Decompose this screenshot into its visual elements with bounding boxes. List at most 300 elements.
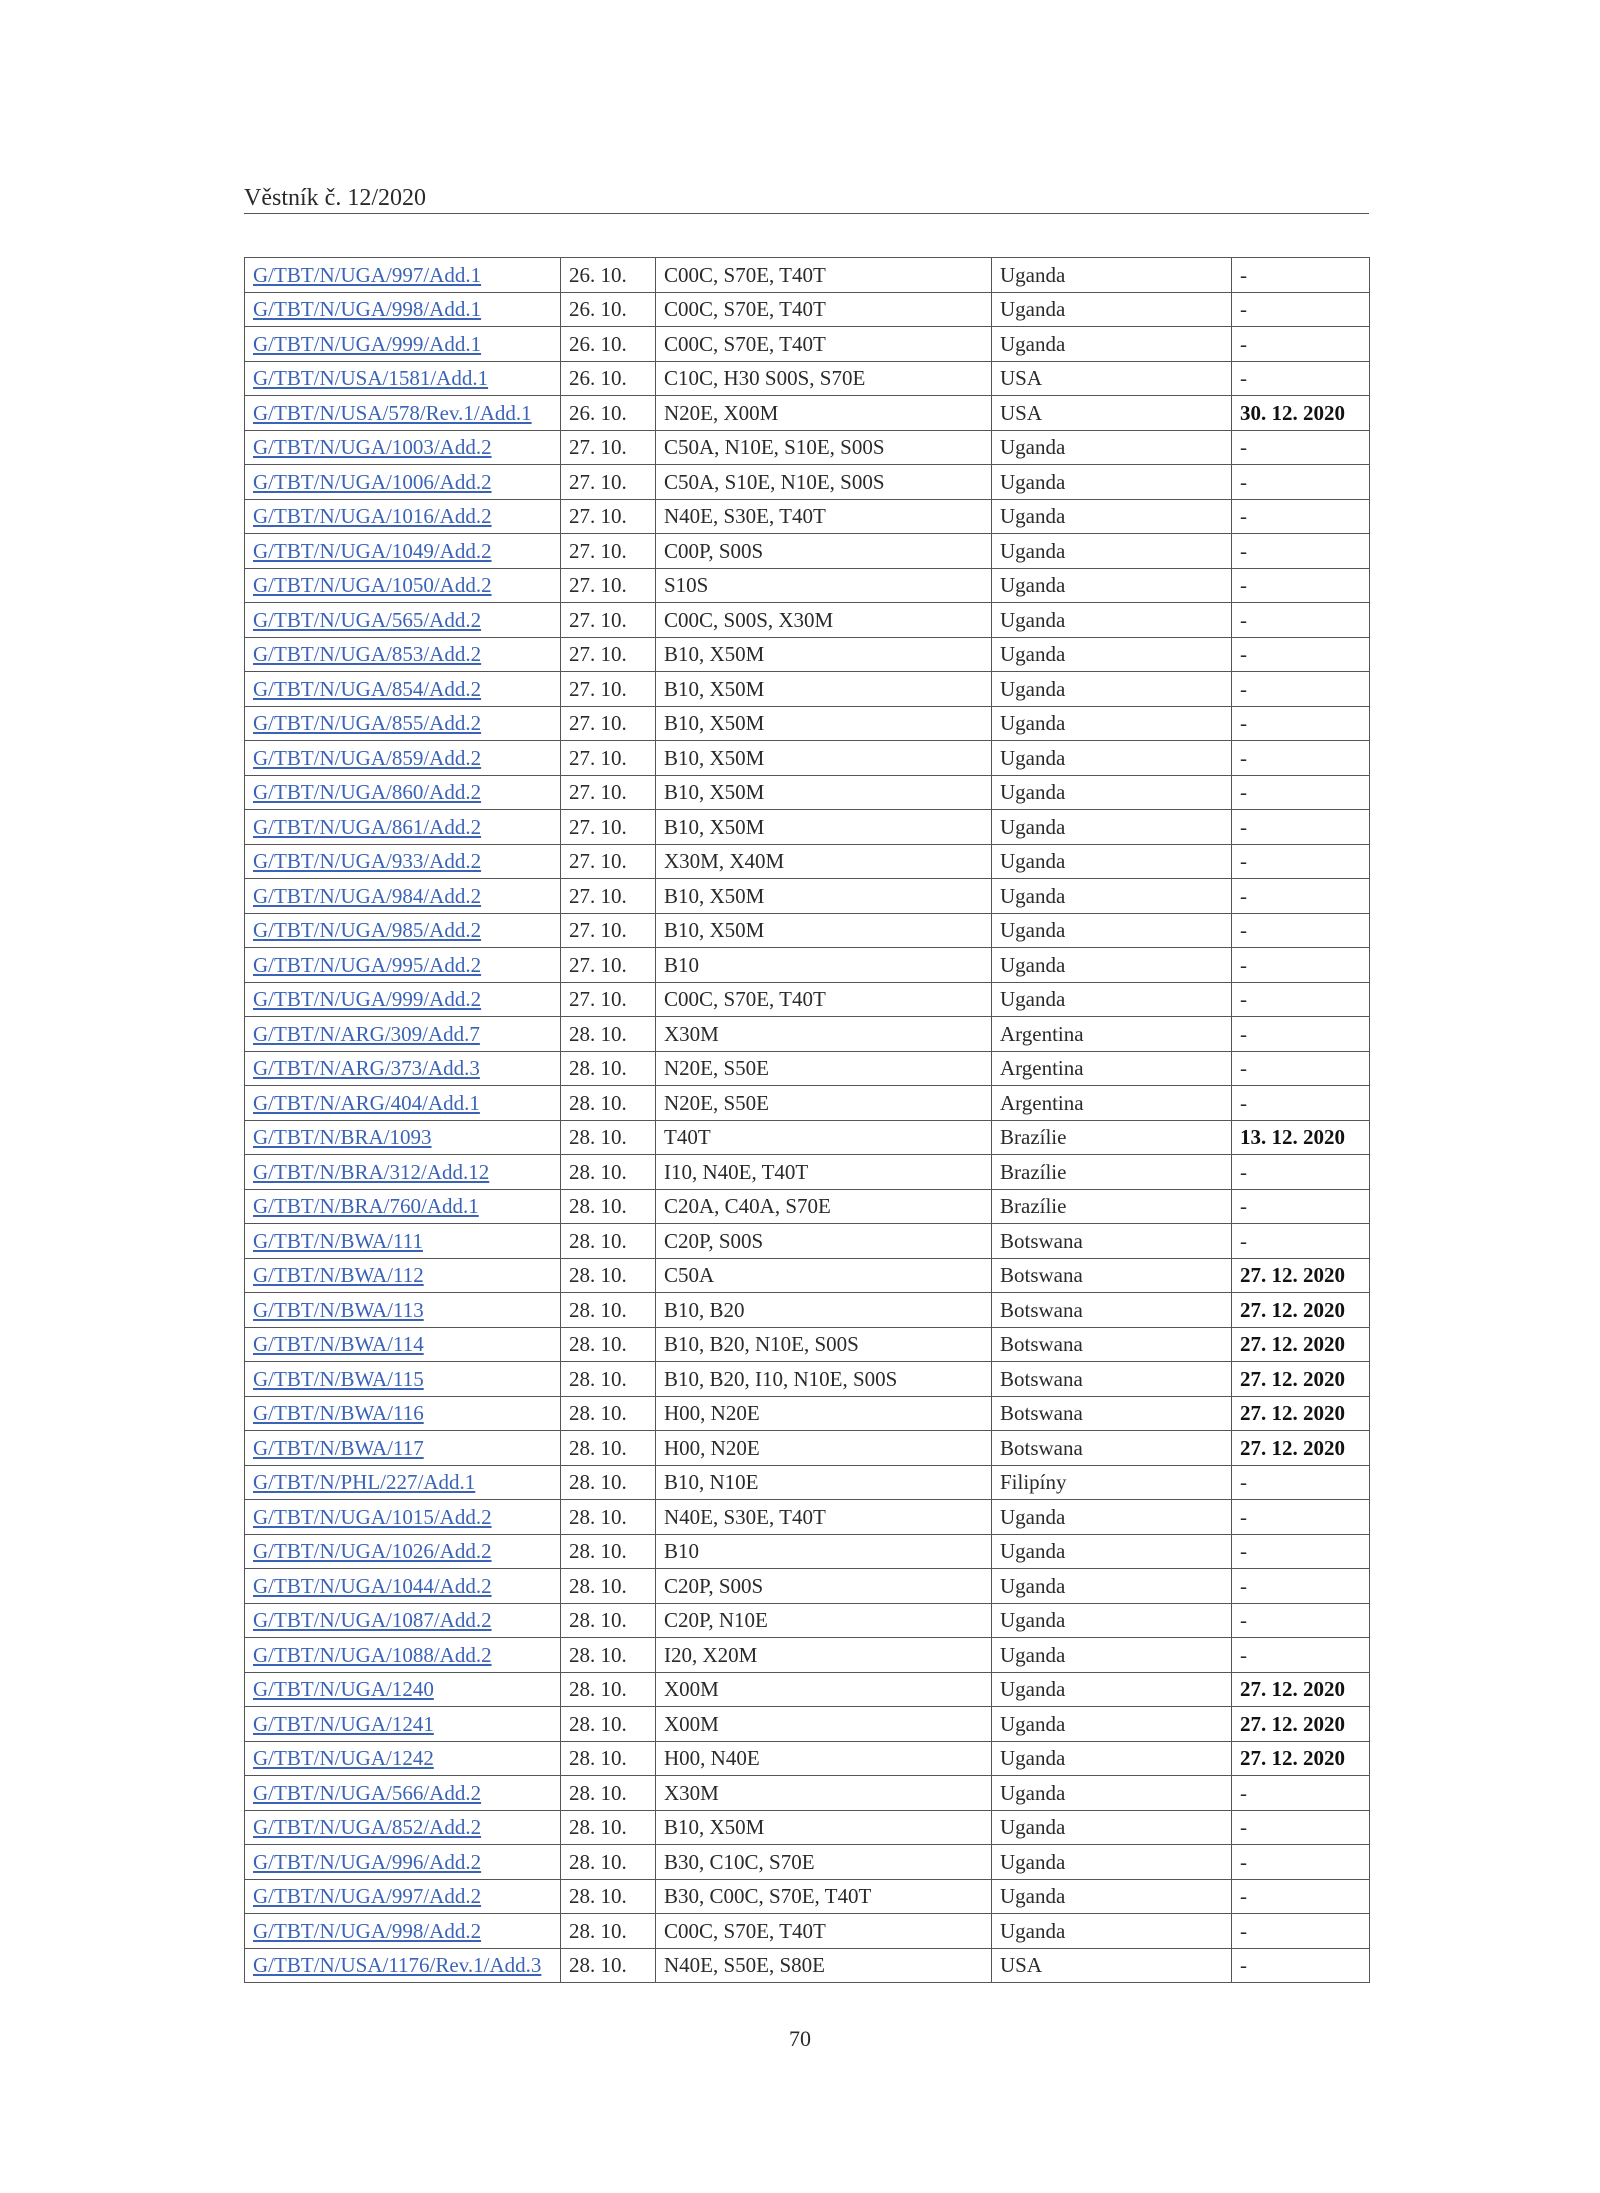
notification-code-cell xyxy=(245,1603,561,1638)
ics-codes-cell: B30, C00C, S70E, T40T xyxy=(656,1879,992,1914)
date-cell: 28. 10. xyxy=(561,1189,656,1224)
notification-code-cell xyxy=(245,672,561,707)
country-cell: Uganda xyxy=(992,982,1232,1017)
deadline-cell: 13. 12. 2020 xyxy=(1232,1120,1370,1155)
table-row xyxy=(245,327,1370,362)
date-cell: 27. 10. xyxy=(561,775,656,810)
date-cell: 27. 10. xyxy=(561,844,656,879)
country-cell: Botswana xyxy=(992,1327,1232,1362)
notification-code-cell xyxy=(245,706,561,741)
notification-link[interactable]: G/TBT/N/UGA/565/Add.2 xyxy=(253,607,482,632)
notification-code-cell xyxy=(245,775,561,810)
deadline-cell: 30. 12. 2020 xyxy=(1232,396,1370,431)
deadline-cell: - xyxy=(1232,465,1370,500)
header-title: Věstník č. 12/2020 xyxy=(244,185,426,211)
notification-link[interactable]: G/TBT/N/UGA/1241 xyxy=(253,1711,434,1736)
deadline-cell: 27. 12. 2020 xyxy=(1232,1293,1370,1328)
table-row xyxy=(245,1017,1370,1052)
notification-link[interactable]: G/TBT/N/BWA/113 xyxy=(253,1297,424,1322)
table-row xyxy=(245,1879,1370,1914)
notification-link[interactable]: G/TBT/N/UGA/1006/Add.2 xyxy=(253,469,492,494)
table-row xyxy=(245,844,1370,879)
country-cell: Uganda xyxy=(992,1879,1232,1914)
notification-link[interactable]: G/TBT/N/UGA/998/Add.2 xyxy=(253,1918,482,1943)
deadline-cell: - xyxy=(1232,1845,1370,1880)
notification-code-cell xyxy=(245,1948,561,1983)
notification-code-cell xyxy=(245,1258,561,1293)
deadline-cell: - xyxy=(1232,741,1370,776)
notification-link[interactable]: G/TBT/N/UGA/1050/Add.2 xyxy=(253,573,492,598)
notification-link[interactable]: G/TBT/N/UGA/1240 xyxy=(253,1677,434,1702)
country-cell: Uganda xyxy=(992,1534,1232,1569)
table-row xyxy=(245,1465,1370,1500)
notification-code-cell xyxy=(245,1086,561,1121)
notification-code-cell xyxy=(245,499,561,534)
deadline-cell: - xyxy=(1232,672,1370,707)
notification-link[interactable]: G/TBT/N/UGA/1049/Add.2 xyxy=(253,538,492,563)
ics-codes-cell: C50A, S10E, N10E, S00S xyxy=(656,465,992,500)
date-cell: 28. 10. xyxy=(561,1845,656,1880)
notification-code-cell xyxy=(245,879,561,914)
notification-code-cell xyxy=(245,258,561,293)
date-cell: 28. 10. xyxy=(561,1362,656,1397)
date-cell: 28. 10. xyxy=(561,1638,656,1673)
table-row xyxy=(245,1189,1370,1224)
country-cell: Uganda xyxy=(992,637,1232,672)
notification-link[interactable]: G/TBT/N/UGA/1088/Add.2 xyxy=(253,1642,492,1667)
table-row xyxy=(245,1500,1370,1535)
deadline-cell: - xyxy=(1232,1086,1370,1121)
deadline-cell: - xyxy=(1232,1189,1370,1224)
table-row xyxy=(245,568,1370,603)
notification-link[interactable]: G/TBT/N/BWA/114 xyxy=(253,1332,424,1357)
deadline-cell: - xyxy=(1232,1534,1370,1569)
notification-link[interactable]: G/TBT/N/UGA/1003/Add.2 xyxy=(253,435,492,460)
ics-codes-cell: C50A, N10E, S10E, S00S xyxy=(656,430,992,465)
ics-codes-cell: T40T xyxy=(656,1120,992,1155)
notification-code-cell xyxy=(245,1224,561,1259)
ics-codes-cell: X30M xyxy=(656,1776,992,1811)
date-cell: 27. 10. xyxy=(561,810,656,845)
notification-link[interactable]: G/TBT/N/UGA/933/Add.2 xyxy=(253,849,482,874)
notification-code-cell xyxy=(245,1810,561,1845)
date-cell: 27. 10. xyxy=(561,603,656,638)
deadline-cell: - xyxy=(1232,534,1370,569)
notification-code-cell xyxy=(245,1672,561,1707)
ics-codes-cell: B10 xyxy=(656,948,992,983)
deadline-cell: - xyxy=(1232,775,1370,810)
date-cell: 27. 10. xyxy=(561,879,656,914)
notification-code-cell xyxy=(245,844,561,879)
country-cell: Botswana xyxy=(992,1258,1232,1293)
date-cell: 28. 10. xyxy=(561,1672,656,1707)
deadline-cell: - xyxy=(1232,844,1370,879)
notification-code-cell xyxy=(245,741,561,776)
date-cell: 27. 10. xyxy=(561,913,656,948)
notification-code-cell xyxy=(245,1293,561,1328)
table-row xyxy=(245,810,1370,845)
deadline-cell: - xyxy=(1232,1051,1370,1086)
notifications-table-body xyxy=(245,258,1370,1983)
table-row xyxy=(245,1327,1370,1362)
deadline-cell: - xyxy=(1232,948,1370,983)
notification-code-cell xyxy=(245,1638,561,1673)
notification-code-cell xyxy=(245,1500,561,1535)
ics-codes-cell: H00, N20E xyxy=(656,1396,992,1431)
notification-link[interactable]: G/TBT/N/BRA/312/Add.12 xyxy=(253,1159,490,1184)
ics-codes-cell: B10, B20 xyxy=(656,1293,992,1328)
table-row xyxy=(245,1741,1370,1776)
date-cell: 26. 10. xyxy=(561,292,656,327)
country-cell: Uganda xyxy=(992,258,1232,293)
ics-codes-cell: C00C, S70E, T40T xyxy=(656,982,992,1017)
date-cell: 28. 10. xyxy=(561,1707,656,1742)
deadline-cell: - xyxy=(1232,361,1370,396)
date-cell: 28. 10. xyxy=(561,1569,656,1604)
table-row xyxy=(245,1224,1370,1259)
notification-link[interactable]: G/TBT/N/BWA/112 xyxy=(253,1263,424,1288)
ics-codes-cell: C00C, S70E, T40T xyxy=(656,1914,992,1949)
table-row xyxy=(245,1776,1370,1811)
date-cell: 26. 10. xyxy=(561,361,656,396)
country-cell: Uganda xyxy=(992,1741,1232,1776)
ics-codes-cell: H00, N20E xyxy=(656,1431,992,1466)
table-row xyxy=(245,534,1370,569)
country-cell: Uganda xyxy=(992,948,1232,983)
deadline-cell: - xyxy=(1232,1465,1370,1500)
notification-code-cell xyxy=(245,1017,561,1052)
table-row xyxy=(245,1810,1370,1845)
country-cell: Uganda xyxy=(992,1776,1232,1811)
country-cell: Botswana xyxy=(992,1293,1232,1328)
notification-link[interactable]: G/TBT/N/ARG/309/Add.7 xyxy=(253,1021,480,1046)
date-cell: 28. 10. xyxy=(561,1017,656,1052)
country-cell: Brazílie xyxy=(992,1120,1232,1155)
table-row xyxy=(245,361,1370,396)
table-row xyxy=(245,1948,1370,1983)
table-row xyxy=(245,1258,1370,1293)
date-cell: 28. 10. xyxy=(561,1914,656,1949)
ics-codes-cell: B10, X50M xyxy=(656,879,992,914)
ics-codes-cell: B10 xyxy=(656,1534,992,1569)
notification-link[interactable]: G/TBT/N/UGA/1026/Add.2 xyxy=(253,1539,492,1564)
date-cell: 27. 10. xyxy=(561,430,656,465)
notification-link[interactable]: G/TBT/N/PHL/227/Add.1 xyxy=(253,1470,476,1495)
ics-codes-cell: X00M xyxy=(656,1707,992,1742)
date-cell: 28. 10. xyxy=(561,1879,656,1914)
table-row xyxy=(245,1431,1370,1466)
date-cell: 28. 10. xyxy=(561,1396,656,1431)
ics-codes-cell: N20E, S50E xyxy=(656,1051,992,1086)
ics-codes-cell: N40E, S30E, T40T xyxy=(656,499,992,534)
country-cell: Uganda xyxy=(992,1569,1232,1604)
ics-codes-cell: I20, X20M xyxy=(656,1638,992,1673)
deadline-cell: - xyxy=(1232,603,1370,638)
country-cell: Uganda xyxy=(992,327,1232,362)
date-cell: 28. 10. xyxy=(561,1741,656,1776)
ics-codes-cell: S10S xyxy=(656,568,992,603)
date-cell: 28. 10. xyxy=(561,1224,656,1259)
notification-link[interactable]: G/TBT/N/BRA/1093 xyxy=(253,1125,432,1150)
date-cell: 26. 10. xyxy=(561,258,656,293)
notification-link[interactable]: G/TBT/N/UGA/1087/Add.2 xyxy=(253,1608,492,1633)
table-row xyxy=(245,465,1370,500)
date-cell: 28. 10. xyxy=(561,1258,656,1293)
table-row xyxy=(245,1914,1370,1949)
table-row xyxy=(245,430,1370,465)
table-row xyxy=(245,672,1370,707)
deadline-cell: - xyxy=(1232,1776,1370,1811)
table-row xyxy=(245,637,1370,672)
country-cell: Uganda xyxy=(992,292,1232,327)
notification-link[interactable]: G/TBT/N/UGA/566/Add.2 xyxy=(253,1780,482,1805)
notification-link[interactable]: G/TBT/N/UGA/995/Add.2 xyxy=(253,952,482,977)
country-cell: Uganda xyxy=(992,1500,1232,1535)
table-row xyxy=(245,1120,1370,1155)
notification-code-cell xyxy=(245,430,561,465)
ics-codes-cell: C20A, C40A, S70E xyxy=(656,1189,992,1224)
table-row xyxy=(245,1051,1370,1086)
notification-link[interactable]: G/TBT/N/USA/578/Rev.1/Add.1 xyxy=(253,400,532,425)
country-cell: Uganda xyxy=(992,1603,1232,1638)
country-cell: Uganda xyxy=(992,534,1232,569)
table-row xyxy=(245,1086,1370,1121)
country-cell: Uganda xyxy=(992,1672,1232,1707)
notification-code-cell xyxy=(245,1155,561,1190)
ics-codes-cell: N20E, S50E xyxy=(656,1086,992,1121)
table-row xyxy=(245,913,1370,948)
country-cell: Uganda xyxy=(992,1914,1232,1949)
notification-code-cell xyxy=(245,913,561,948)
notification-link[interactable]: G/TBT/N/BWA/115 xyxy=(253,1366,424,1391)
country-cell: Uganda xyxy=(992,603,1232,638)
country-cell: USA xyxy=(992,1948,1232,1983)
notification-code-cell xyxy=(245,1845,561,1880)
notification-link[interactable]: G/TBT/N/UGA/996/Add.2 xyxy=(253,1849,482,1874)
notification-link[interactable]: G/TBT/N/UGA/998/Add.1 xyxy=(253,297,482,322)
country-cell: Botswana xyxy=(992,1396,1232,1431)
notification-link[interactable]: G/TBT/N/BRA/760/Add.1 xyxy=(253,1194,479,1219)
deadline-cell: - xyxy=(1232,1500,1370,1535)
notification-link[interactable]: G/TBT/N/UGA/999/Add.1 xyxy=(253,331,482,356)
table-row xyxy=(245,1603,1370,1638)
date-cell: 27. 10. xyxy=(561,982,656,1017)
deadline-cell: 27. 12. 2020 xyxy=(1232,1672,1370,1707)
ics-codes-cell: B10, N10E xyxy=(656,1465,992,1500)
ics-codes-cell: B10, X50M xyxy=(656,775,992,810)
notification-link[interactable]: G/TBT/N/UGA/860/Add.2 xyxy=(253,780,482,805)
table-row xyxy=(245,1534,1370,1569)
country-cell: USA xyxy=(992,361,1232,396)
ics-codes-cell: C00C, S70E, T40T xyxy=(656,327,992,362)
table-row xyxy=(245,741,1370,776)
ics-codes-cell: C20P, S00S xyxy=(656,1224,992,1259)
notification-link[interactable]: G/TBT/N/UGA/853/Add.2 xyxy=(253,642,482,667)
notification-link[interactable]: G/TBT/N/UGA/985/Add.2 xyxy=(253,918,482,943)
page-number: 70 xyxy=(789,2026,811,2051)
notification-link[interactable]: G/TBT/N/UGA/997/Add.2 xyxy=(253,1884,482,1909)
notification-code-cell xyxy=(245,1776,561,1811)
date-cell: 28. 10. xyxy=(561,1293,656,1328)
deadline-cell: - xyxy=(1232,1155,1370,1190)
ics-codes-cell: X00M xyxy=(656,1672,992,1707)
country-cell: Filipíny xyxy=(992,1465,1232,1500)
notification-link[interactable]: G/TBT/N/UGA/859/Add.2 xyxy=(253,745,482,770)
deadline-cell: 27. 12. 2020 xyxy=(1232,1707,1370,1742)
notification-code-cell xyxy=(245,1327,561,1362)
country-cell: Uganda xyxy=(992,1638,1232,1673)
notification-code-cell xyxy=(245,637,561,672)
notification-code-cell xyxy=(245,292,561,327)
date-cell: 27. 10. xyxy=(561,741,656,776)
deadline-cell: - xyxy=(1232,913,1370,948)
deadline-cell: - xyxy=(1232,499,1370,534)
country-cell: Uganda xyxy=(992,741,1232,776)
table-row xyxy=(245,1672,1370,1707)
notification-code-cell xyxy=(245,982,561,1017)
deadline-cell: - xyxy=(1232,327,1370,362)
country-cell: Uganda xyxy=(992,499,1232,534)
country-cell: Uganda xyxy=(992,1707,1232,1742)
ics-codes-cell: N20E, X00M xyxy=(656,396,992,431)
notification-code-cell xyxy=(245,1120,561,1155)
ics-codes-cell: N40E, S50E, S80E xyxy=(656,1948,992,1983)
ics-codes-cell: C20P, S00S xyxy=(656,1569,992,1604)
ics-codes-cell: X30M xyxy=(656,1017,992,1052)
notification-code-cell xyxy=(245,1362,561,1397)
table-row xyxy=(245,258,1370,293)
deadline-cell: - xyxy=(1232,1810,1370,1845)
notification-link[interactable]: G/TBT/N/BWA/111 xyxy=(253,1228,423,1253)
notification-link[interactable]: G/TBT/N/UGA/1044/Add.2 xyxy=(253,1573,492,1598)
notification-link[interactable]: G/TBT/N/UGA/861/Add.2 xyxy=(253,814,482,839)
ics-codes-cell: N40E, S30E, T40T xyxy=(656,1500,992,1535)
notification-code-cell xyxy=(245,465,561,500)
deadline-cell: - xyxy=(1232,1914,1370,1949)
ics-codes-cell: C00C, S70E, T40T xyxy=(656,258,992,293)
table-row xyxy=(245,879,1370,914)
date-cell: 28. 10. xyxy=(561,1155,656,1190)
table-row xyxy=(245,1569,1370,1604)
deadline-cell: - xyxy=(1232,879,1370,914)
table-row xyxy=(245,982,1370,1017)
date-cell: 28. 10. xyxy=(561,1810,656,1845)
date-cell: 27. 10. xyxy=(561,465,656,500)
date-cell: 27. 10. xyxy=(561,568,656,603)
notification-link[interactable]: G/TBT/N/USA/1176/Rev.1/Add.3 xyxy=(253,1953,542,1978)
notification-link[interactable]: G/TBT/N/BWA/117 xyxy=(253,1435,424,1460)
notification-link[interactable]: G/TBT/N/UGA/854/Add.2 xyxy=(253,676,482,701)
deadline-cell: 27. 12. 2020 xyxy=(1232,1741,1370,1776)
date-cell: 27. 10. xyxy=(561,672,656,707)
notification-code-cell xyxy=(245,396,561,431)
ics-codes-cell: B10, X50M xyxy=(656,706,992,741)
deadline-cell: - xyxy=(1232,568,1370,603)
ics-codes-cell: B10, B20, N10E, S00S xyxy=(656,1327,992,1362)
deadline-cell: 27. 12. 2020 xyxy=(1232,1362,1370,1397)
page-header xyxy=(244,185,1369,214)
notification-link[interactable]: G/TBT/N/ARG/404/Add.1 xyxy=(253,1090,480,1115)
notification-code-cell xyxy=(245,603,561,638)
notification-link[interactable]: G/TBT/N/USA/1581/Add.1 xyxy=(253,366,489,391)
table-row xyxy=(245,1362,1370,1397)
notification-link[interactable]: G/TBT/N/UGA/997/Add.1 xyxy=(253,262,482,287)
ics-codes-cell: B10, B20, I10, N10E, S00S xyxy=(656,1362,992,1397)
notification-link[interactable]: G/TBT/N/ARG/373/Add.3 xyxy=(253,1056,480,1081)
country-cell: Uganda xyxy=(992,706,1232,741)
table-row xyxy=(245,603,1370,638)
table-row xyxy=(245,1396,1370,1431)
date-cell: 27. 10. xyxy=(561,706,656,741)
country-cell: Brazílie xyxy=(992,1189,1232,1224)
country-cell: Uganda xyxy=(992,1845,1232,1880)
date-cell: 27. 10. xyxy=(561,499,656,534)
country-cell: Botswana xyxy=(992,1362,1232,1397)
country-cell: Uganda xyxy=(992,810,1232,845)
notification-link[interactable]: G/TBT/N/UGA/999/Add.2 xyxy=(253,987,482,1012)
notification-link[interactable]: G/TBT/N/UGA/1242 xyxy=(253,1746,434,1771)
notification-code-cell xyxy=(245,1707,561,1742)
notification-link[interactable]: G/TBT/N/UGA/1016/Add.2 xyxy=(253,504,492,529)
country-cell: Argentina xyxy=(992,1017,1232,1052)
notification-code-cell xyxy=(245,534,561,569)
country-cell: Botswana xyxy=(992,1431,1232,1466)
table-row xyxy=(245,706,1370,741)
ics-codes-cell: C00C, S00S, X30M xyxy=(656,603,992,638)
deadline-cell: - xyxy=(1232,1603,1370,1638)
country-cell: Brazílie xyxy=(992,1155,1232,1190)
deadline-cell: 27. 12. 2020 xyxy=(1232,1258,1370,1293)
notification-code-cell xyxy=(245,361,561,396)
country-cell: Argentina xyxy=(992,1051,1232,1086)
country-cell: Uganda xyxy=(992,430,1232,465)
notification-code-cell xyxy=(245,1914,561,1949)
date-cell: 28. 10. xyxy=(561,1465,656,1500)
notification-link[interactable]: G/TBT/N/BWA/116 xyxy=(253,1401,424,1426)
country-cell: Uganda xyxy=(992,672,1232,707)
ics-codes-cell: B10, X50M xyxy=(656,1810,992,1845)
date-cell: 28. 10. xyxy=(561,1051,656,1086)
ics-codes-cell: B10, X50M xyxy=(656,672,992,707)
table-row xyxy=(245,1707,1370,1742)
deadline-cell: - xyxy=(1232,258,1370,293)
deadline-cell: - xyxy=(1232,1879,1370,1914)
notification-code-cell xyxy=(245,1569,561,1604)
notification-link[interactable]: G/TBT/N/UGA/852/Add.2 xyxy=(253,1815,482,1840)
notification-link[interactable]: G/TBT/N/UGA/855/Add.2 xyxy=(253,711,482,736)
country-cell: Argentina xyxy=(992,1086,1232,1121)
ics-codes-cell: B10, X50M xyxy=(656,913,992,948)
ics-codes-cell: C10C, H30 S00S, S70E xyxy=(656,361,992,396)
deadline-cell: - xyxy=(1232,706,1370,741)
date-cell: 27. 10. xyxy=(561,948,656,983)
notification-link[interactable]: G/TBT/N/UGA/984/Add.2 xyxy=(253,883,482,908)
deadline-cell: 27. 12. 2020 xyxy=(1232,1431,1370,1466)
table-row xyxy=(245,292,1370,327)
table-row xyxy=(245,1155,1370,1190)
notifications-table xyxy=(244,257,1370,1983)
notification-link[interactable]: G/TBT/N/UGA/1015/Add.2 xyxy=(253,1504,492,1529)
deadline-cell: - xyxy=(1232,1569,1370,1604)
date-cell: 26. 10. xyxy=(561,327,656,362)
date-cell: 28. 10. xyxy=(561,1120,656,1155)
notification-code-cell xyxy=(245,1534,561,1569)
notification-code-cell xyxy=(245,810,561,845)
date-cell: 28. 10. xyxy=(561,1500,656,1535)
deadline-cell: - xyxy=(1232,1224,1370,1259)
date-cell: 28. 10. xyxy=(561,1327,656,1362)
table-row xyxy=(245,775,1370,810)
